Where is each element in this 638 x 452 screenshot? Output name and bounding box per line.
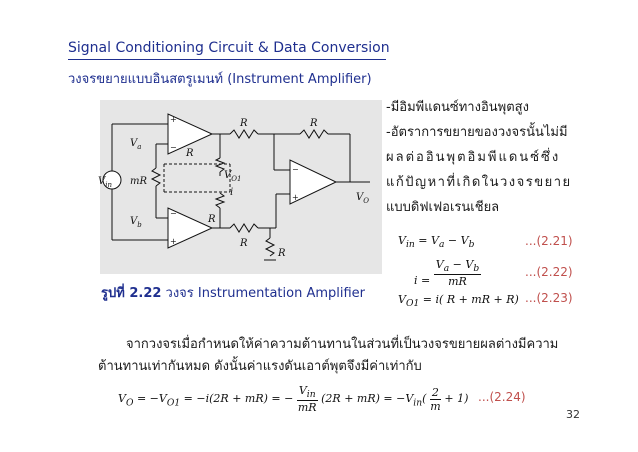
label-r-bottom: R bbox=[240, 238, 248, 249]
equation-2-24: $V_O = -V_{O1} = -i(2R + mR)$ = − $V_{in}$ mR $(2R + mR) = -V_{in}$( $\frac{2}{m}$ + 1) bbox=[118, 384, 469, 415]
label-vo1: $V_{O1}$ bbox=[224, 170, 242, 183]
bullet-line: -มีอิมพีแดนซ์ทางอินพุตสูง bbox=[386, 100, 529, 115]
label-r-ground: R bbox=[278, 248, 286, 259]
label-va: $V_a$ bbox=[130, 138, 142, 151]
resistor-top-r bbox=[230, 130, 258, 138]
svg-text:+: + bbox=[292, 193, 299, 202]
svg-text:−: − bbox=[170, 209, 177, 218]
figure-number: รูปที่ 2.22 bbox=[101, 286, 162, 301]
svg-text:+: + bbox=[170, 115, 177, 124]
figure-caption-text: วงจร Instrumentation Amplifier bbox=[161, 286, 366, 301]
equation-2-23: $V_{O1} = i$( R + mR + R) bbox=[398, 293, 519, 310]
label-r-feedback: R bbox=[310, 118, 318, 129]
slide-title: Signal Conditioning Circuit & Data Conversion bbox=[68, 40, 390, 56]
resistor-feedback-r bbox=[300, 130, 328, 138]
resistor-bottom-r bbox=[230, 224, 258, 232]
label-vin: $V_{in}$ bbox=[98, 176, 112, 189]
paragraph-line-1: จากวงจรเมื่อกำหนดให้ค่าความต้านทานในส่วนที่เป็นวงจรขยายผลต่างมีความ bbox=[126, 337, 559, 352]
svg-text:+: + bbox=[170, 237, 177, 246]
label-r-top: R bbox=[240, 118, 248, 129]
paragraph-line-2: ต้านทานเท่ากันหมด ดังนั้นค่าแรงดันเอาต์พุตจึงมีค่าเท่ากับ bbox=[98, 359, 422, 374]
body-paragraph bbox=[98, 334, 582, 378]
svg-text:−: − bbox=[170, 143, 177, 152]
label-mr: mR bbox=[130, 176, 148, 187]
bullet-line: แก้ปัญหาที่เกิดในวงจรขยาย bbox=[386, 175, 572, 190]
circuit-diagram bbox=[100, 100, 382, 274]
instrumentation-amplifier-schematic bbox=[100, 100, 382, 274]
equation-number-2-24: ...(2.24) bbox=[478, 390, 526, 404]
bullet-line: -อัตราการขยายของวงจรนั้นไม่มี bbox=[386, 125, 568, 140]
page-number: 32 bbox=[566, 408, 580, 421]
resistor-r2 bbox=[216, 193, 224, 208]
equation-2-22: i = $\frac{V_a - V_b}{mR}$ bbox=[414, 258, 480, 289]
label-vo: $V_O$ bbox=[356, 192, 369, 205]
bullet-line: แบบดิฟเฟอเรนเชียล bbox=[386, 200, 500, 215]
resistor-mr bbox=[152, 168, 160, 186]
equation-2-21: $V_{in} = V_a - V_b$ bbox=[398, 234, 475, 251]
feature-bullets bbox=[386, 95, 594, 220]
equation-number-2-21: ...(2.21) bbox=[525, 234, 573, 248]
section-subtitle: วงจรขยายแบบอินสตรูเมนท์ (Instrument Amplifier) bbox=[68, 72, 372, 87]
title-underline bbox=[68, 59, 386, 60]
equation-number-2-22: ...(2.22) bbox=[525, 265, 573, 279]
equation-number-2-23: ...(2.23) bbox=[525, 291, 573, 305]
label-r2: R bbox=[208, 214, 216, 225]
label-current-i: i bbox=[230, 187, 234, 198]
label-vb: $V_b$ bbox=[130, 216, 142, 229]
resistor-r1 bbox=[216, 158, 224, 172]
bullet-line: ผลต่ออินพุตอิมพีแดนซ์ซึ่ง bbox=[386, 150, 561, 165]
figure-caption bbox=[101, 282, 365, 303]
label-r1: R bbox=[186, 148, 194, 159]
svg-text:−: − bbox=[292, 165, 299, 174]
resistor-ground-r bbox=[266, 238, 274, 256]
